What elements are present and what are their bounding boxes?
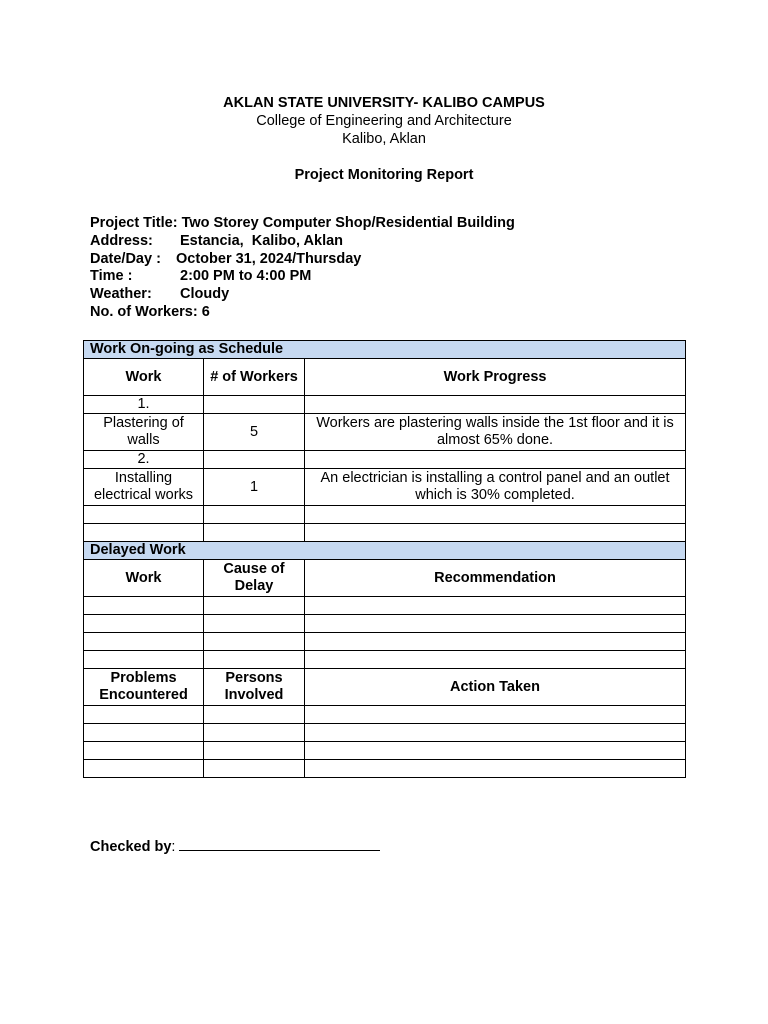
empty-row [84, 651, 686, 669]
time-value: 2:00 PM to 4:00 PM [180, 268, 312, 285]
col-workers-header: # of Workers [204, 359, 305, 396]
empty-cell [204, 724, 305, 742]
empty-row [84, 524, 686, 542]
work-cell: 2. [84, 451, 204, 469]
time-label: Time : [90, 268, 133, 285]
checked-by-label: Checked by [90, 839, 172, 855]
signature-line [179, 836, 380, 851]
empty-cell [204, 506, 305, 524]
project-title-row [90, 215, 515, 233]
empty-cell [305, 760, 686, 778]
delayed-section-row [84, 542, 686, 560]
ongoing-section-label: Work On-going as Schedule [84, 341, 686, 359]
date-value: October 31, 2024/Thursday [176, 250, 362, 267]
empty-cell [204, 615, 305, 633]
checked-by-colon: : [171, 839, 176, 855]
empty-cell [84, 615, 204, 633]
address-row [90, 233, 515, 251]
col-delayed-work-header: Work [84, 560, 204, 597]
empty-cell [84, 724, 204, 742]
empty-row [84, 742, 686, 760]
empty-cell [204, 524, 305, 542]
empty-cell [84, 506, 204, 524]
address-value: Estancia, Kalibo, Aklan [180, 232, 344, 249]
table-row [84, 469, 686, 506]
project-title-value: Two Storey Computer Shop/Residential Building [181, 215, 515, 231]
checked-by [90, 836, 380, 855]
empty-cell [305, 724, 686, 742]
workers-cell [204, 396, 305, 414]
monitoring-table [83, 340, 686, 778]
workers-cell [204, 451, 305, 469]
workers-row [90, 304, 515, 322]
work-cell: 1. [84, 396, 204, 414]
empty-cell [305, 742, 686, 760]
col-progress-header: Work Progress [305, 359, 686, 396]
col-work-header: Work [84, 359, 204, 396]
empty-row [84, 506, 686, 524]
empty-cell [305, 633, 686, 651]
empty-cell [305, 615, 686, 633]
table-row [84, 396, 686, 414]
campus-location: Kalibo, Aklan [342, 131, 426, 147]
progress-cell [305, 396, 686, 414]
col-action-header: Action Taken [305, 669, 686, 706]
empty-cell [305, 597, 686, 615]
empty-cell [84, 651, 204, 669]
work-cell: Installing electrical works [84, 469, 204, 506]
workers-value: 6 [201, 303, 210, 320]
empty-cell [84, 597, 204, 615]
empty-cell [305, 651, 686, 669]
empty-cell [305, 506, 686, 524]
empty-row [84, 724, 686, 742]
empty-row [84, 633, 686, 651]
problems-header-row [84, 669, 686, 706]
col-persons-header: Persons Involved [204, 669, 305, 706]
ongoing-header-row [84, 359, 686, 396]
progress-cell [305, 451, 686, 469]
empty-cell [305, 524, 686, 542]
project-info [90, 215, 515, 322]
university-name: AKLAN STATE UNIVERSITY- KALIBO CAMPUS [223, 95, 545, 111]
empty-row [84, 760, 686, 778]
table-row [84, 414, 686, 451]
empty-cell [84, 742, 204, 760]
empty-cell [204, 597, 305, 615]
empty-row [84, 615, 686, 633]
table-row [84, 451, 686, 469]
delayed-section-label: Delayed Work [84, 542, 686, 560]
empty-cell [84, 633, 204, 651]
workers-cell: 5 [204, 414, 305, 451]
empty-cell [204, 760, 305, 778]
workers-label: No. of Workers: [90, 303, 198, 320]
empty-cell [84, 760, 204, 778]
delayed-header-row [84, 560, 686, 597]
empty-cell [204, 651, 305, 669]
empty-row [84, 706, 686, 724]
workers-cell: 1 [204, 469, 305, 506]
col-problems-header: Problems Encountered [84, 669, 204, 706]
empty-cell [204, 742, 305, 760]
empty-cell [204, 706, 305, 724]
empty-cell [84, 706, 204, 724]
progress-cell: Workers are plastering walls inside the 1st floor and it is almost 65% done. [305, 414, 686, 451]
address-label: Address: [90, 232, 153, 249]
work-cell: Plastering of walls [84, 414, 204, 451]
time-row [90, 268, 515, 286]
col-recommendation-header: Recommendation [305, 560, 686, 597]
progress-cell: An electrician is installing a control panel and an outlet which is 30% completed. [305, 469, 686, 506]
date-label: Date/Day : [90, 250, 161, 267]
weather-value: Cloudy [180, 286, 230, 303]
empty-cell [204, 633, 305, 651]
date-row [90, 251, 515, 269]
empty-cell [84, 524, 204, 542]
weather-label: Weather: [90, 286, 152, 303]
college-name: College of Engineering and Architecture [256, 113, 512, 129]
ongoing-section-row [84, 341, 686, 359]
project-title-label: Project Title: [90, 215, 178, 231]
empty-row [84, 597, 686, 615]
empty-cell [305, 706, 686, 724]
weather-row [90, 286, 515, 304]
col-cause-header: Cause of Delay [204, 560, 305, 597]
report-title: Project Monitoring Report [294, 167, 474, 183]
